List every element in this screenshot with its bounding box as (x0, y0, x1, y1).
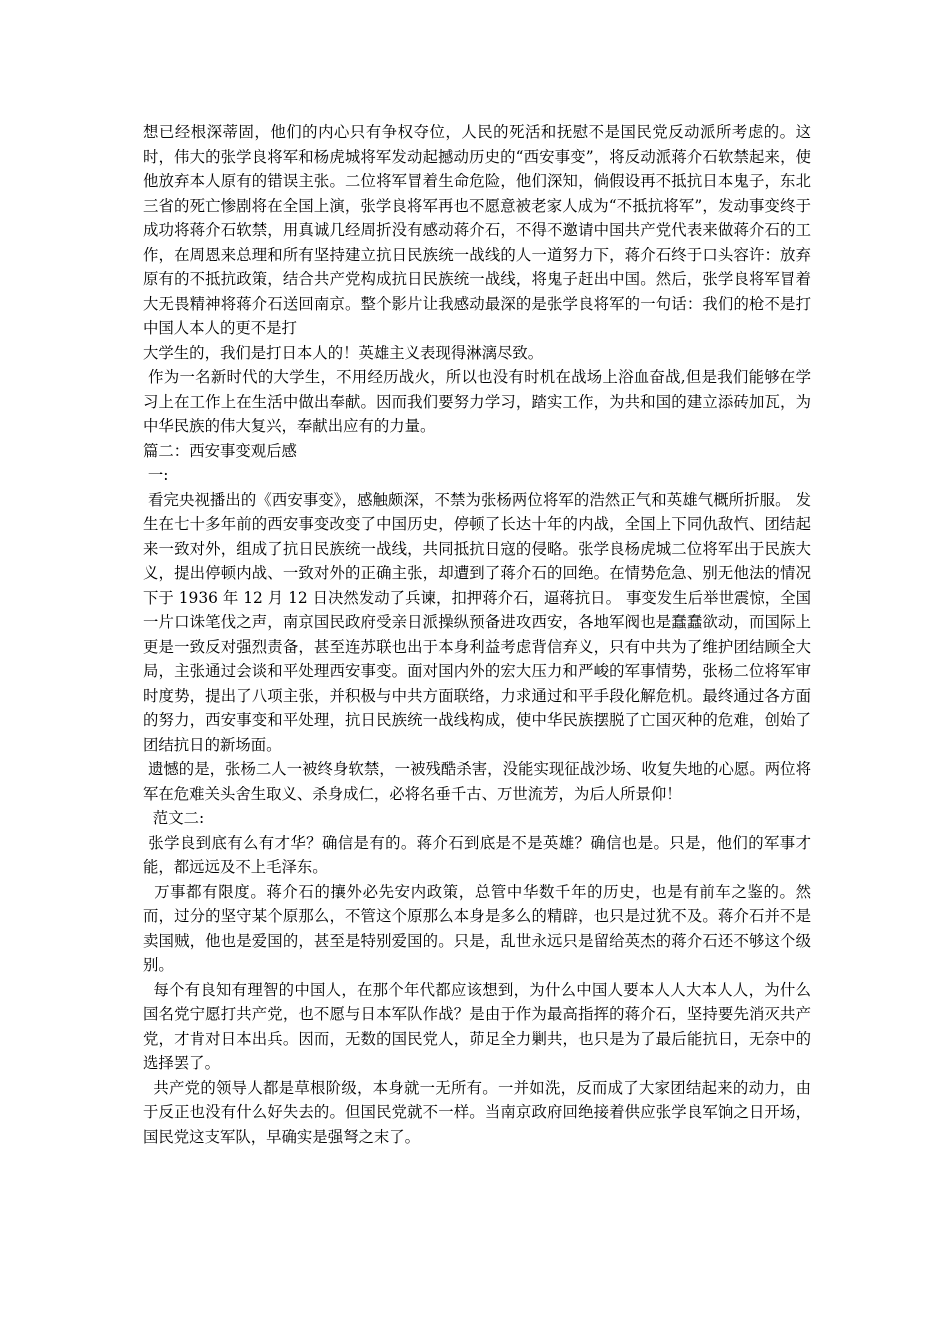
paragraph-heroism: 大学生的，我们是打日本人的！英雄主义表现得淋漓尽致。 (143, 343, 544, 362)
paragraph-cctv-review: 看完央视播出的《西安事变》，感触颇深，不禁为张杨两位将军的浩然正气和英雄气概所折服。 发生在七十多年前的西安事变改变了中国历史，停顿了长达十年的内战，全国上下同仇敌忾、团结起来一致对外，组成了抗日民族统一战线，共同抵抗日寇的侵略。张学良杨虎城二位将军出于民族大义，提出停顿内战、一致对外的正确主张，却遭到了蒋介石的回绝。在情势危急、别无他法的情况下于 1936 年 12 月 12 日决然发动了兵谏，扣押蒋介石，逼蒋抗日。 事变发生后举世震惊，全国一片口诛笔伐之声，南京国民政府受亲日派操纵预备进攻西安，各地军阀也是蠢蠢欲动，而国际上更是一致反对强烈责备，甚至连苏联也出于本身利益考虑背信弃义，只有中共为了维护团结顾全大局，主张通过会谈和平处理西安事变。面对国内外的宏大压力和严峻的军事情势，张杨二位将军审时度势，提出了八项主张，并积极与中共方面联络，力求通过和平手段化解危机。最终通过各方面的努力，西安事变和平处理，抗日民族统一战线构成，使中华民族摆脱了亡国灭种的危难，创始了团结抗日的新场面。 (143, 490, 811, 754)
section-heading-part-two: 篇二：西安事变观后感 (143, 441, 297, 460)
paragraph-talent: 张学良到底有么有才华？确信是有的。蒋介石到底是不是英雄？确信也是。只是，他们的军事才能，都远远及不上毛泽东。 (143, 833, 811, 876)
paragraph-limits: 万事都有限度。蒋介石的攘外必先安内政策，总管中华数千年的历史，也是有前车之鉴的。然而，过分的坚守某个原那么，不管这个原那么本身是多么的精辟，也只是过犹不及。蒋介石并不是卖国贼，他也是爱国的，甚至是特别爱国的。只是，乱世永远只是留给英杰的蒋介石还不够这个级别。 (143, 882, 811, 974)
document-page (143, 120, 811, 1149)
paragraph-regret: 遗憾的是，张杨二人一被终身软禁，一被残酷杀害，没能实现征战沙场、收复失地的心愿。两位将军在危难关头舍生取义、杀身成仁，必将名垂千古、万世流芳，为后人所景仰！ (143, 760, 811, 803)
subheading-one: 一: (143, 466, 169, 484)
paragraph-communist-leaders: 共产党的领导人都是草根阶级，本身就一无所有。一并如洗，反而成了大家团结起来的动力，由于反正也没有什么好失去的。但国民党就不一样。当南京政府回绝接着供应张学良军饷之日开场，国民党这支军队，早确实是强弩之末了。 (143, 1078, 811, 1146)
paragraph-xian-incident-story: 想已经根深蒂固，他们的内心只有争权夺位，人民的死活和抚慰不是国民党反动派所考虑的。这时，伟大的张学良将军和杨虎城将军发动起撼动历史的“西安事变”，将反动派蒋介石软禁起来，使他放弃本人原有的错误主张。二位将军冒着生命危险，他们深知，倘假设再不抵抗日本鬼子，东北三省的死亡惨剧将在全国上演，张学良将军再也不愿意被老家人成为“不抵抗将军”，发动事变终于成功将蒋介石软禁，用真诚几经周折没有感动蒋介石，不得不邀请中国共产党代表来做蒋介石的工作，在周恩来总理和所有坚持建立抗日民族统一战线的人一道努力下，蒋介石终于口头容许：放弃原有的不抵抗政策，结合共产党构成抗日民族统一战线，将鬼子赶出中国。然后，张学良将军冒着大无畏精神将蒋介石送回南京。整个影片让我感动最深的是张学良将军的一句话：我们的枪不是打中国人本人的更不是打 (143, 123, 811, 337)
paragraph-conscience: 每个有良知有理智的中国人，在那个年代都应该想到，为什么中国人要本人人大本人人，为什么国名党宁愿打共产党，也不愿与日本军队作战？是由于作为最高指挥的蒋介石，坚持要先消灭共产党，才肯对日本出兵。因而，无数的国民党人，茆足全力剿共，也只是为了最后能抗日，无奈中的选择罢了。 (143, 980, 811, 1072)
paragraph-new-era-student: 作为一名新时代的大学生，不用经历战火，所以也没有时机在战场上浴血奋战,但是我们能够在学习上在工作上在生活中做出奉献。因而我们要努力学习，踏实工作，为共和国的建立添砖加瓦，为中华民族的伟大复兴，奉献出应有的力量。 (143, 368, 811, 435)
subheading-sample-two: 范文二: (143, 809, 205, 827)
